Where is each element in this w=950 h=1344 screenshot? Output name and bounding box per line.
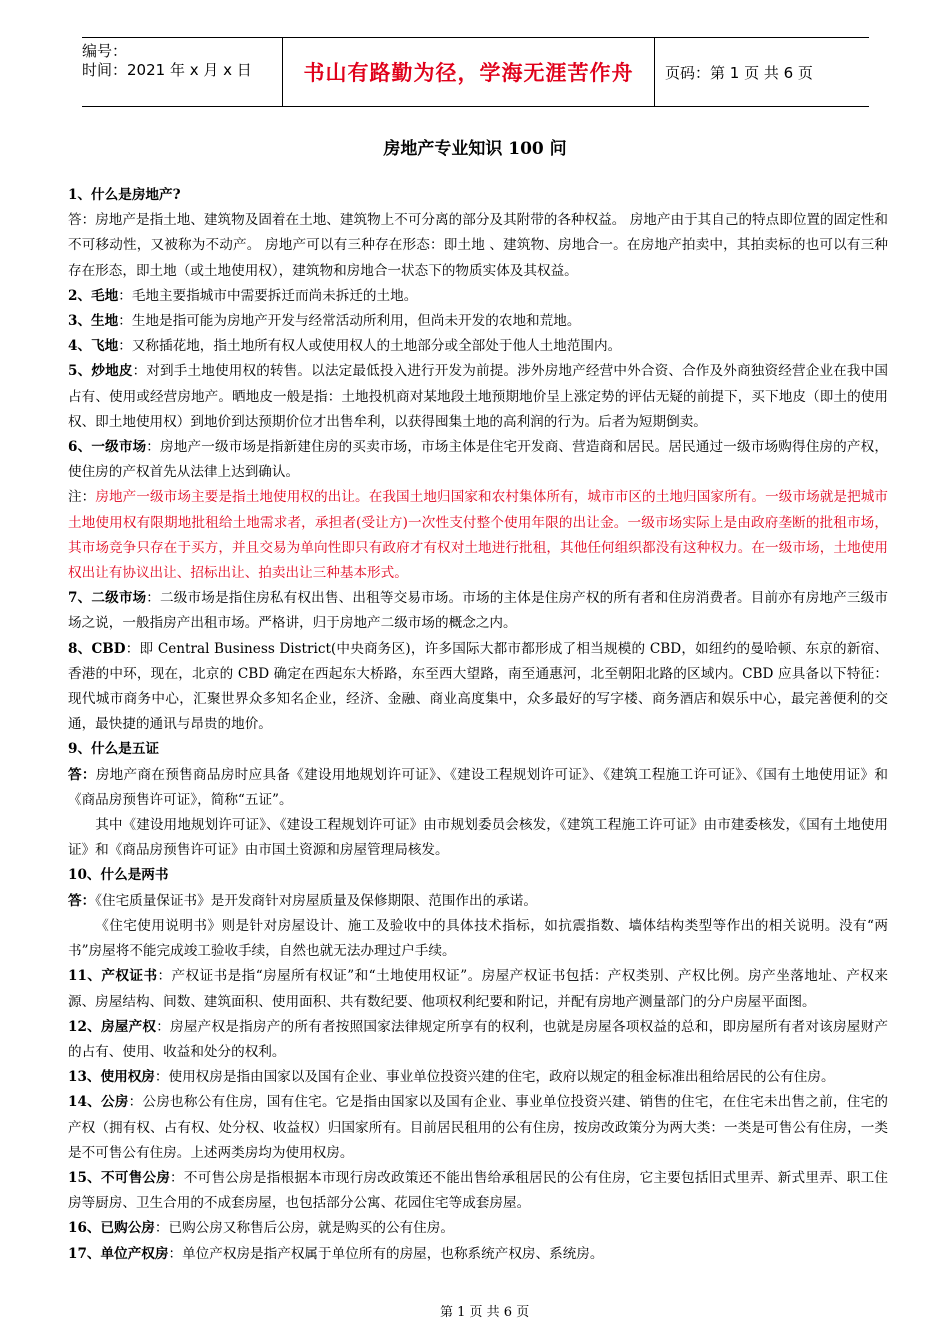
paragraph-term: 12、房屋产权 — [68, 1018, 157, 1035]
paragraph-term: 11、产权证书 — [68, 968, 158, 985]
paragraph — [68, 863, 888, 888]
paragraph — [68, 208, 888, 284]
page-header — [82, 37, 869, 107]
paragraph-term: 17、单位产权房 — [68, 1245, 169, 1262]
paragraph-text: 答：房地产是指土地、建筑物及固着在土地、建筑物上不可分离的部分及其附带的各种权益。 房地产由于其自己的特点即位置的固定性和不可移动性，又被称为不动产。 房地产可以有三种存在形态：即土地 、建筑物、房地合一。在房地产拍卖中，其拍卖标的也可以有三种存在形态，即土地（或土地使用权），建筑物和房地合一状态下的物质实体及其权益。 — [68, 212, 888, 279]
paragraph-text: 《住宅质量保证书》是开发商针对房屋质量及保修期限、范围作出的承诺。 — [95, 892, 537, 909]
paragraph — [68, 914, 888, 964]
paragraph-term: 16、已购公房 — [68, 1220, 155, 1237]
paragraph — [68, 586, 888, 636]
paragraph-text: ：已购公房又称售后公房，就是购买的公有住房。 — [154, 1220, 454, 1237]
paragraph — [68, 964, 888, 1014]
page-footer: 第 1 页 共 6 页 — [440, 1305, 530, 1320]
paragraph-term: 15、不可售公房 — [68, 1169, 171, 1186]
paragraph — [68, 1090, 888, 1166]
paragraph-text: 注： — [68, 489, 96, 506]
header-motto: 书山有路勤为径，学海无涯苦作舟 — [282, 38, 655, 106]
paragraph-text: ：房地产一级市场是指新建住房的买卖市场，市场主体是住宅开发商、营造商和居民。居民通过一级市场购得住房的产权，使住房的产权首先从法律上达到确认。 — [68, 439, 888, 481]
paragraph-term: 5、炒地皮 — [68, 363, 133, 380]
paragraph — [68, 284, 888, 309]
paragraph-text: 《住宅使用说明书》则是针对房屋设计、施工及验收中的具体技术指标，如抗震指数、墙体结构类型等作出的相关说明。没有“两书”房屋将不能完成竣工验收手续，自然也就无法办理过户手续。 — [68, 917, 888, 960]
paragraph-text: ：公房也称公有住房，国有住宅。它是指由国家以及国有企业、事业单位投资兴建、销售的住宅，在住宅未出售之前，住宅的产权（拥有权、占有权、处分权、收益权）归国家所有。目前居民租用的公有住房，按房改政策分为两大类：一类是可售公有住房，一类是不可售公有住房。上述两类房均为使用权房。 — [68, 1094, 888, 1161]
document-body — [68, 183, 888, 1267]
paragraph — [68, 1216, 888, 1241]
paragraph-term: 6、一级市场 — [68, 439, 147, 456]
paragraph-text: ：毛地主要指城市中需要拆迁而尚未拆迁的土地。 — [118, 287, 418, 304]
document-title: 房地产专业知识 100 问 — [383, 139, 567, 159]
paragraph-text: ：即 Central Business District(中央商务区)，许多国际大都市都形成了相当规模的 CBD，如纽约的曼哈顿、东京的新宿、香港的中环，现在，北京的 CBD 确定在西起东大桥路，东至西大望路，南至通惠河，北至朝阳北路的区域内。CBD 应具备以下特征：现代城市商务中心，汇聚世界众多知名企业，经济、金融、商业高度集中，众多最好的写字楼、商务酒店和娱乐中心，最完善便利的交通，最快捷的通讯与昂贵的地价。 — [68, 640, 888, 733]
paragraph-term: 7、二级市场 — [68, 590, 147, 607]
paragraph — [68, 334, 888, 359]
header-meta — [82, 38, 282, 106]
header-page-info: 页码：第 1 页 共 6 页 — [665, 63, 813, 82]
paragraph — [68, 359, 888, 435]
paragraph-text: 其中《建设用地规划许可证》、《建设工程规划许可证》由市规划委员会核发，《建筑工程施工许可证》由市建委核发，《国有土地使用证》和《商品房预售许可证》由市国土资源和房屋管理局核发。 — [68, 817, 888, 859]
paragraph-term: 8、CBD — [68, 640, 126, 657]
paragraph — [68, 183, 888, 208]
paragraph — [68, 637, 888, 738]
paragraph-text: ：不可售公房是指根据本市现行房改政策还不能出售给承租居民的公有住房，它主要包括旧式里弄、新式里弄、职工住房等厨房、卫生合用的不成套房屋，也包括部分公寓、花园住宅等成套房屋。 — [68, 1169, 889, 1212]
paragraph-text: ：又称插花地，指土地所有权人或使用权人的土地部分或全部处于他人土地范围内。 — [118, 338, 622, 355]
paragraph-term: 答： — [68, 766, 96, 783]
paragraph-text: ：产权证书是指“房屋所有权证”和“土地使用权证”。房屋产权证书包括：产权类别、产权比例。房产坐落地址、产权来源、房屋结构、间数、建筑面积、使用面积、共有数纪要、他项权利纪要和附记，并配有房地产测量部门的分户房屋平面图。 — [68, 968, 889, 1010]
paragraph-term: 4、飞地 — [68, 338, 119, 355]
paragraph-text: ：房屋产权是指房产的所有者按照国家法律规定所享有的权利，也就是房屋各项权益的总和，即房屋所有者对该房屋财产的占有、使用、收益和处分的权利。 — [68, 1018, 889, 1060]
paragraph — [68, 309, 888, 334]
paragraph — [68, 889, 888, 914]
paragraph-term: 3、生地 — [68, 313, 119, 330]
paragraph — [68, 435, 888, 485]
paragraph-text: 房地产商在预售商品房时应具备《建设用地规划许可证》、《建设工程规划许可证》、《建筑工程施工许可证》、《国有土地使用证》和《商品房预售许可证》，简称“五证”。 — [68, 766, 888, 808]
paragraph — [68, 813, 888, 863]
document-number-label: 编号： — [82, 42, 128, 60]
paragraph-term: 13、使用权房 — [68, 1069, 155, 1086]
paragraph-term: 14、公房 — [68, 1094, 129, 1111]
paragraph-term: 9、什么是五证 — [68, 741, 160, 758]
paragraph — [68, 763, 888, 813]
paragraph-text: ：使用权房是指由国家以及国有企业、事业单位投资兴建的住宅，政府以规定的租金标准出租给居民的公有住房。 — [154, 1069, 835, 1086]
paragraph-term: 10、什么是两书 — [68, 867, 169, 884]
paragraph-text: ：二级市场是指住房私有权出售、出租等交易市场。市场的主体是住房产权的所有者和住房消费者。目前亦有房地产三级市场之说，一般指房产出租市场。严格讲，归于房地产二级市场的概念之内。 — [68, 590, 888, 632]
paragraph — [68, 1166, 888, 1216]
paragraph — [68, 1065, 888, 1090]
paragraph-term: 2、毛地 — [68, 287, 119, 304]
paragraph-text: ：生地是指可能为房地产开发与经常活动所利用，但尚未开发的农地和荒地。 — [118, 313, 581, 330]
paragraph — [68, 737, 888, 762]
paragraph — [68, 485, 888, 586]
paragraph-term: 答： — [68, 892, 96, 909]
paragraph-highlight: 房地产一级市场主要是指土地使用权的出让。在我国土地归国家和农村集体所有，城市市区的土地归国家所有。一级市场就是把城市土地使用权有限期地批租给土地需求者，承担者(受让方)一次性支付整个使用年限的出让金。一级市场实际上是由政府垄断的批租市场，其市场竞争只存在于买方，并且交易为单向性即只有政府才有权对土地进行批租，其他任何组织都没有这种权力。在一级市场，土地使用权出让有协议出让、招标出让、拍卖出让三种基本形式。 — [68, 489, 889, 582]
paragraph — [68, 1015, 888, 1065]
paragraph-text: ：对到手土地使用权的转售。以法定最低投入进行开发为前提。涉外房地产经营中外合资、合作及外商独资经营企业在我中国占有、使用或经营房地产。晒地皮一般是指：土地投机商对某地段土地预期地价呈上涨定势的评估无疑的前提下，买下地皮（即土的使用权、即土地使用权）到地价到达预期价位才出售牟利，以获得囤集土地的高利润的行为。后者为短期倒卖。 — [68, 363, 888, 430]
document-date-label: 时间：2021 年 x 月 x 日 — [82, 61, 252, 79]
paragraph-term: 1、什么是房地产? — [68, 187, 181, 203]
paragraph-text: ：单位产权房是指产权属于单位所有的房屋，也称系统产权房、系统房。 — [168, 1245, 604, 1262]
paragraph — [68, 1242, 888, 1267]
